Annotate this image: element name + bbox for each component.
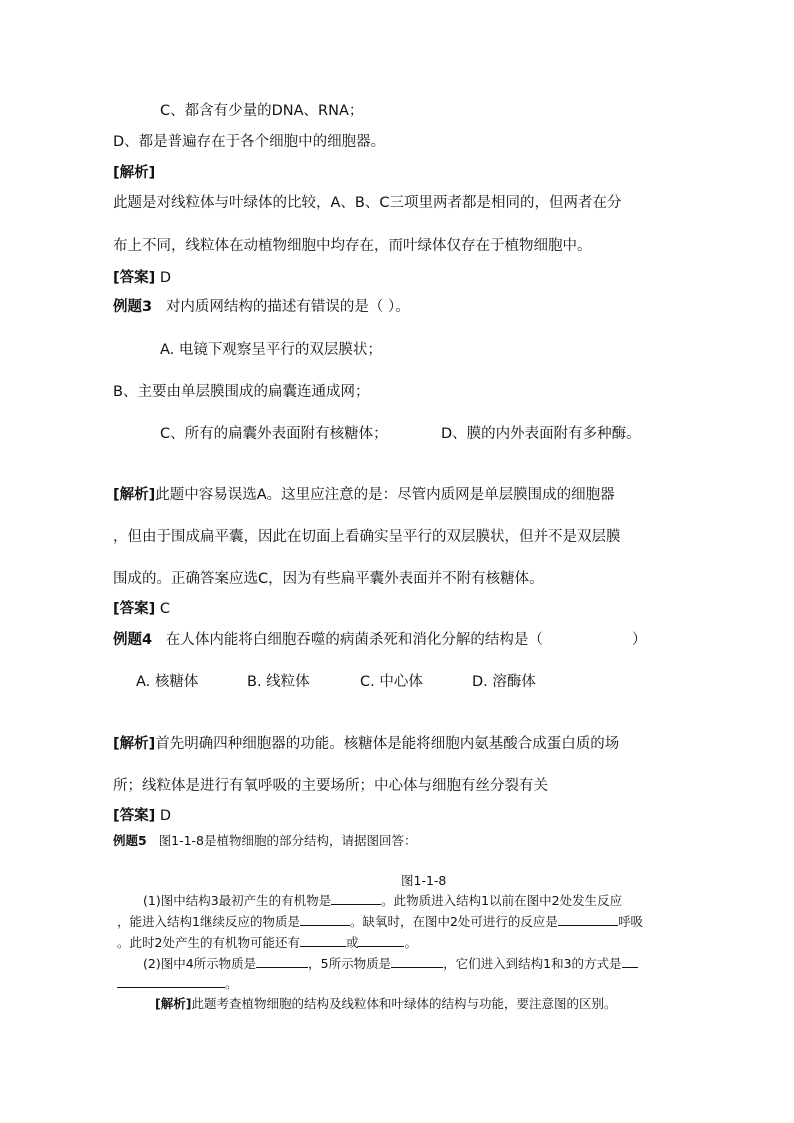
example-4-line: 例题4 在人体内能将白细胞吞噬的病菌杀死和消化分解的结构是（ — [113, 632, 543, 648]
analysis-line-5: [解析]此题考查植物细胞的结构及线粒体和叶绿体的结构与功能，要注意图的区别。 — [155, 996, 617, 1011]
option-c-line: C、都含有少量的DNA、RNA； — [160, 103, 364, 119]
blank-5[interactable] — [358, 934, 404, 947]
question-1-line-3: 。此时2处产生的有机物可能还有 或 。 — [117, 935, 417, 950]
answer-line-3: [答案] C — [113, 601, 170, 617]
question-1-line-2: ，能进入结构1继续反应的物质是 。缺氧时，在图中2处可进行的反应是 呼吸 — [117, 914, 643, 929]
option-c-line-3: C、所有的扁囊外表面附有核糖体； — [160, 426, 388, 442]
blank-2[interactable] — [300, 913, 350, 926]
blank-7[interactable] — [391, 955, 443, 968]
answer-line-4: [答案] D — [113, 808, 172, 824]
example-3-line: 例题3 对内质网结构的描述有错误的是（ ）。 — [113, 299, 410, 315]
example-4-close-paren: ） — [632, 632, 647, 648]
analysis-text-3b: ，但由于围成扁平囊，因此在切面上看确实呈平行的双层膜状，但并不是双层膜 — [113, 529, 621, 545]
figure-caption: 图1-1-8 — [401, 873, 447, 888]
analysis-line-3: [解析]此题中容易误选A。这里应注意的是：尽管内质网是单层膜围成的细胞器 — [113, 487, 615, 503]
analysis-label: [解析] — [113, 165, 156, 181]
blank-8[interactable] — [622, 955, 638, 968]
question-2-line-2: 。 — [117, 975, 238, 993]
analysis-text-4b: 所；线粒体是进行有氧呼吸的主要场所；中心体与细胞有丝分裂有关 — [113, 778, 548, 794]
analysis-text-2: 布上不同，线粒体在动植物细胞中均存在，而叶绿体仅存在于植物细胞中。 — [113, 238, 592, 254]
option-a-line: A. 电镜下观察呈平行的双层膜状； — [160, 342, 382, 358]
option-a-4: A. 核糖体 — [136, 674, 199, 690]
blank-4[interactable] — [300, 934, 346, 947]
blank-3[interactable] — [558, 913, 618, 926]
blank-9[interactable] — [117, 975, 225, 988]
analysis-line-4: [解析]首先明确四种细胞器的功能。核糖体是能将细胞内氨基酸合成蛋白质的场 — [113, 736, 620, 752]
option-b-4: B. 线粒体 — [247, 674, 310, 690]
question-2-line-1: (2)图中4所示物质是 ，5所示物质是 ，它们进入到结构1和3的方式是 — [143, 955, 638, 973]
blank-1[interactable] — [331, 892, 381, 905]
answer-line-2: [答案] D — [113, 270, 172, 286]
example-5-line: 例题5 图1-1-8是植物细胞的部分结构，请据图回答： — [113, 833, 417, 848]
blank-6[interactable] — [256, 955, 308, 968]
question-1-line-1: (1)图中结构3最初产生的有机物是 。此物质进入结构1以前在图中2处发生反应 — [143, 893, 623, 908]
option-b-line: B、主要由单层膜围成的扁囊连通成网； — [113, 384, 370, 400]
analysis-text-3c: 围成的。正确答案应选C，因为有些扁平囊外表面并不附有核糖体。 — [113, 571, 544, 587]
option-c-4: C. 中心体 — [360, 674, 423, 690]
option-d-line-3: D、膜的内外表面附有多种酶。 — [441, 426, 641, 442]
option-d-4: D. 溶酶体 — [472, 674, 536, 690]
option-d-line: D、都是普遍存在于各个细胞中的细胞器。 — [113, 134, 386, 150]
analysis-text-1: 此题是对线粒体与叶绿体的比较，A、B、C三项里两者都是相同的，但两者在分 — [113, 195, 622, 211]
